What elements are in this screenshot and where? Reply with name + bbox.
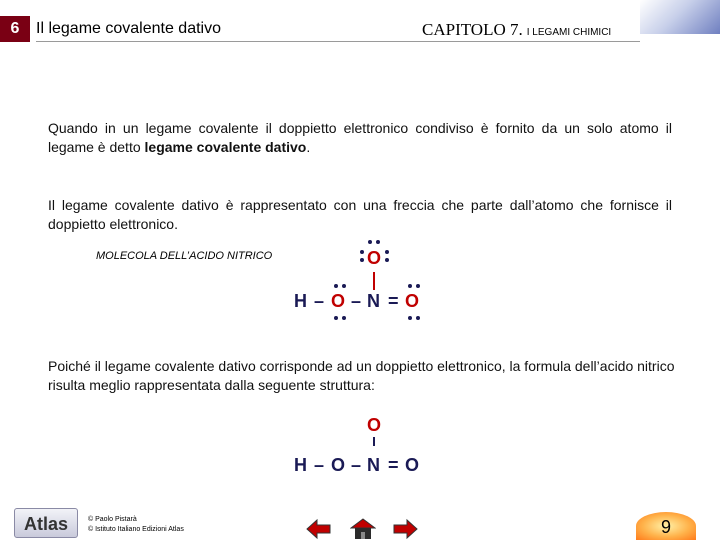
credits [88, 515, 184, 535]
chain-bond: – [314, 455, 325, 475]
paragraph-definition [48, 119, 672, 157]
chain-atom: N [367, 455, 380, 475]
lone-pair-dot [385, 250, 389, 254]
credit-publisher: © Istituto Italiano Edizioni Atlas [88, 526, 184, 533]
arrow-right-icon[interactable] [392, 518, 418, 540]
lone-pair-dot [334, 316, 338, 320]
lone-pair-dot [408, 316, 412, 320]
header-divider [36, 41, 640, 42]
atlas-logo: Atlas [14, 508, 78, 538]
lone-pair-dot [360, 258, 364, 262]
chapter-number: CAPITOLO 7. [422, 20, 523, 39]
page-number: 9 [636, 512, 696, 540]
dative-bond [373, 437, 375, 446]
chain-bond: – [351, 291, 362, 311]
arrow-left-icon[interactable] [306, 518, 332, 540]
paragraph-arrow: Il legame covalente dativo è rappresentato con una freccia che parte dall’atomo che fornisce il doppietto elettronico. [48, 197, 672, 232]
lone-pair-dot [342, 284, 346, 288]
lone-pair-dot [376, 240, 380, 244]
chain-atom: N [367, 291, 380, 311]
chapter-heading [422, 20, 611, 40]
chain-atom: H [294, 291, 307, 311]
lone-pair-dot [416, 316, 420, 320]
chain-bond: – [351, 455, 362, 475]
chapter-subtitle: I LEGAMI CHIMICI [526, 27, 612, 38]
lone-pair-dot [360, 250, 364, 254]
lone-pair-dot [368, 240, 372, 244]
section-number-badge: 6 [0, 16, 30, 42]
credit-author: © Paolo Pistarà [88, 516, 137, 523]
paragraph-definition-text: Quando in un legame covalente il doppietto elettronico condiviso è fornito da un solo atomo il legame è detto [48, 120, 672, 155]
lone-pair-dot [342, 316, 346, 320]
chain-bond: = [388, 455, 399, 475]
paragraph-formula: Poiché il legame covalente dativo corrisponde ad un doppietto elettronico, la formula dell’acido nitrico risulta meglio rappresentata dalla seguente struttura: [48, 358, 675, 393]
chain-atom: O [405, 291, 420, 311]
lone-pair-dot [385, 258, 389, 262]
section-title: Il legame covalente dativo [36, 20, 221, 37]
top-oxygen-atom: O [367, 415, 382, 435]
chain-atom: O [331, 291, 346, 311]
lone-pair-dot [334, 284, 338, 288]
chain-atom: O [331, 455, 346, 475]
top-oxygen-atom: O [367, 248, 382, 268]
chain-bond: – [314, 291, 325, 311]
chain-bond: = [388, 291, 399, 311]
chain-atom: O [405, 455, 420, 475]
paragraph-definition-end: . [306, 139, 311, 155]
molecule-label: MOLECOLA DELL’ACIDO NITRICO [96, 250, 273, 262]
lone-pair-dot [416, 284, 420, 288]
home-icon[interactable] [350, 518, 376, 540]
header-corner-gradient [640, 0, 720, 34]
paragraph-definition-bold: legame covalente dativo [144, 139, 307, 155]
chain-atom: H [294, 455, 307, 475]
lone-pair-dot [408, 284, 412, 288]
dative-bond [373, 272, 375, 290]
